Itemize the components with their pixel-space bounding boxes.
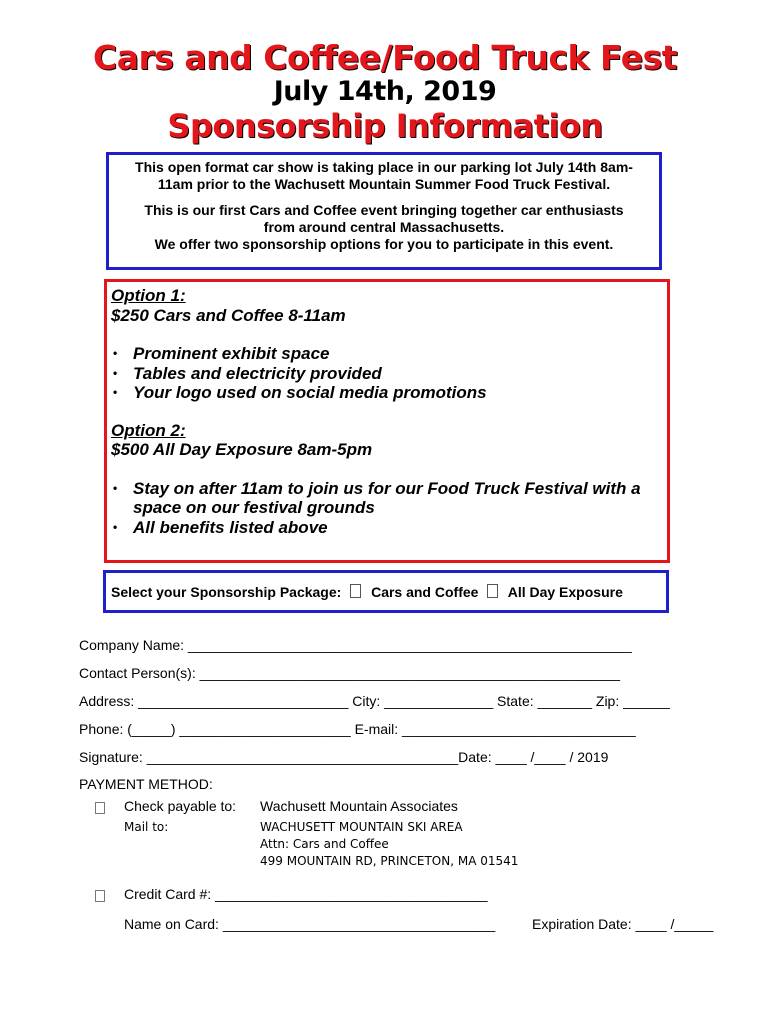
- option1-price: $250 Cars and Coffee 8-11am: [111, 305, 346, 325]
- list-item-text: space on our festival grounds: [133, 498, 375, 517]
- company-name-field[interactable]: Company Name: _________________________________________________________: [79, 637, 632, 653]
- phone-email-field[interactable]: Phone: (_____) ______________________ E-mail: ______________________________: [79, 721, 636, 737]
- mail-label: Mail to:: [124, 820, 169, 834]
- check-checkbox[interactable]: [95, 802, 105, 814]
- option1-heading: Option 1:: [111, 286, 186, 305]
- credit-card-checkbox[interactable]: [95, 890, 105, 902]
- intro-text: This is our first Cars and Coffee event bringing together car enthusiasts: [144, 202, 624, 218]
- option2-heading: Option 2:: [111, 420, 186, 440]
- check-payee: Wachusett Mountain Associates: [260, 798, 458, 814]
- all-day-exposure-checkbox[interactable]: [487, 584, 498, 598]
- intro-text: We offer two sponsorship options for you to participate in this event.: [154, 236, 614, 252]
- option2-benefits: [111, 479, 667, 538]
- intro-text: 11am prior to the Wachusett Mountain Summer Food Truck Festival.: [157, 176, 611, 192]
- mail-address-line: WACHUSETT MOUNTAIN SKI AREA: [260, 820, 463, 834]
- payment-heading: PAYMENT METHOD:: [79, 776, 213, 792]
- mail-address-line: Attn: Cars and Coffee: [260, 837, 389, 851]
- list-item: • All benefits listed above: [133, 518, 667, 538]
- list-item-text: Stay on after 11am to join us for our Food Truck Festival with a: [133, 478, 641, 498]
- cars-and-coffee-label: Cars and Coffee: [371, 584, 479, 600]
- contact-person-field[interactable]: Contact Person(s): ______________________________________________________: [79, 665, 621, 681]
- expiration-date-field[interactable]: Expiration Date: ____ /_____: [532, 916, 714, 932]
- list-item: • Prominent exhibit space: [133, 344, 667, 364]
- package-select-label: Select your Sponsorship Package:: [111, 584, 342, 600]
- list-item: [133, 479, 667, 518]
- options-box: [104, 279, 670, 563]
- list-item: • Tables and electricity provided: [133, 364, 667, 384]
- check-label: Check payable to:: [124, 798, 237, 814]
- event-title: Cars and Coffee/Food Truck Fest: [93, 38, 677, 77]
- intro-text: from around central Massachusetts.: [263, 219, 505, 235]
- signature-date-field[interactable]: Signature: ________________________________________Date: ____ /____ / 2019: [79, 749, 609, 765]
- option2-price: $500 All Day Exposure 8am-5pm: [111, 440, 373, 459]
- event-date: July 14th, 2019: [273, 76, 497, 107]
- list-item: • Your logo used on social media promotions: [133, 383, 667, 403]
- all-day-exposure-label: All Day Exposure: [507, 584, 623, 600]
- credit-card-field[interactable]: Credit Card #: ___________________________________: [124, 886, 488, 902]
- mail-address-line: 499 MOUNTAIN RD, PRINCETON, MA 01541: [260, 854, 519, 868]
- intro-text: This open format car show is taking place in our parking lot July 14th 8am-: [135, 159, 633, 175]
- option1-benefits: [111, 344, 667, 403]
- intro-box: [106, 152, 662, 270]
- address-field[interactable]: Address: ___________________________ City: ______________ State: _______ Zip: ______: [79, 693, 670, 709]
- page-subtitle: Sponsorship Information: [167, 107, 603, 145]
- name-on-card-field[interactable]: Name on Card: ___________________________________: [124, 916, 496, 932]
- package-select-box: [103, 570, 669, 613]
- cars-and-coffee-checkbox[interactable]: [350, 584, 361, 598]
